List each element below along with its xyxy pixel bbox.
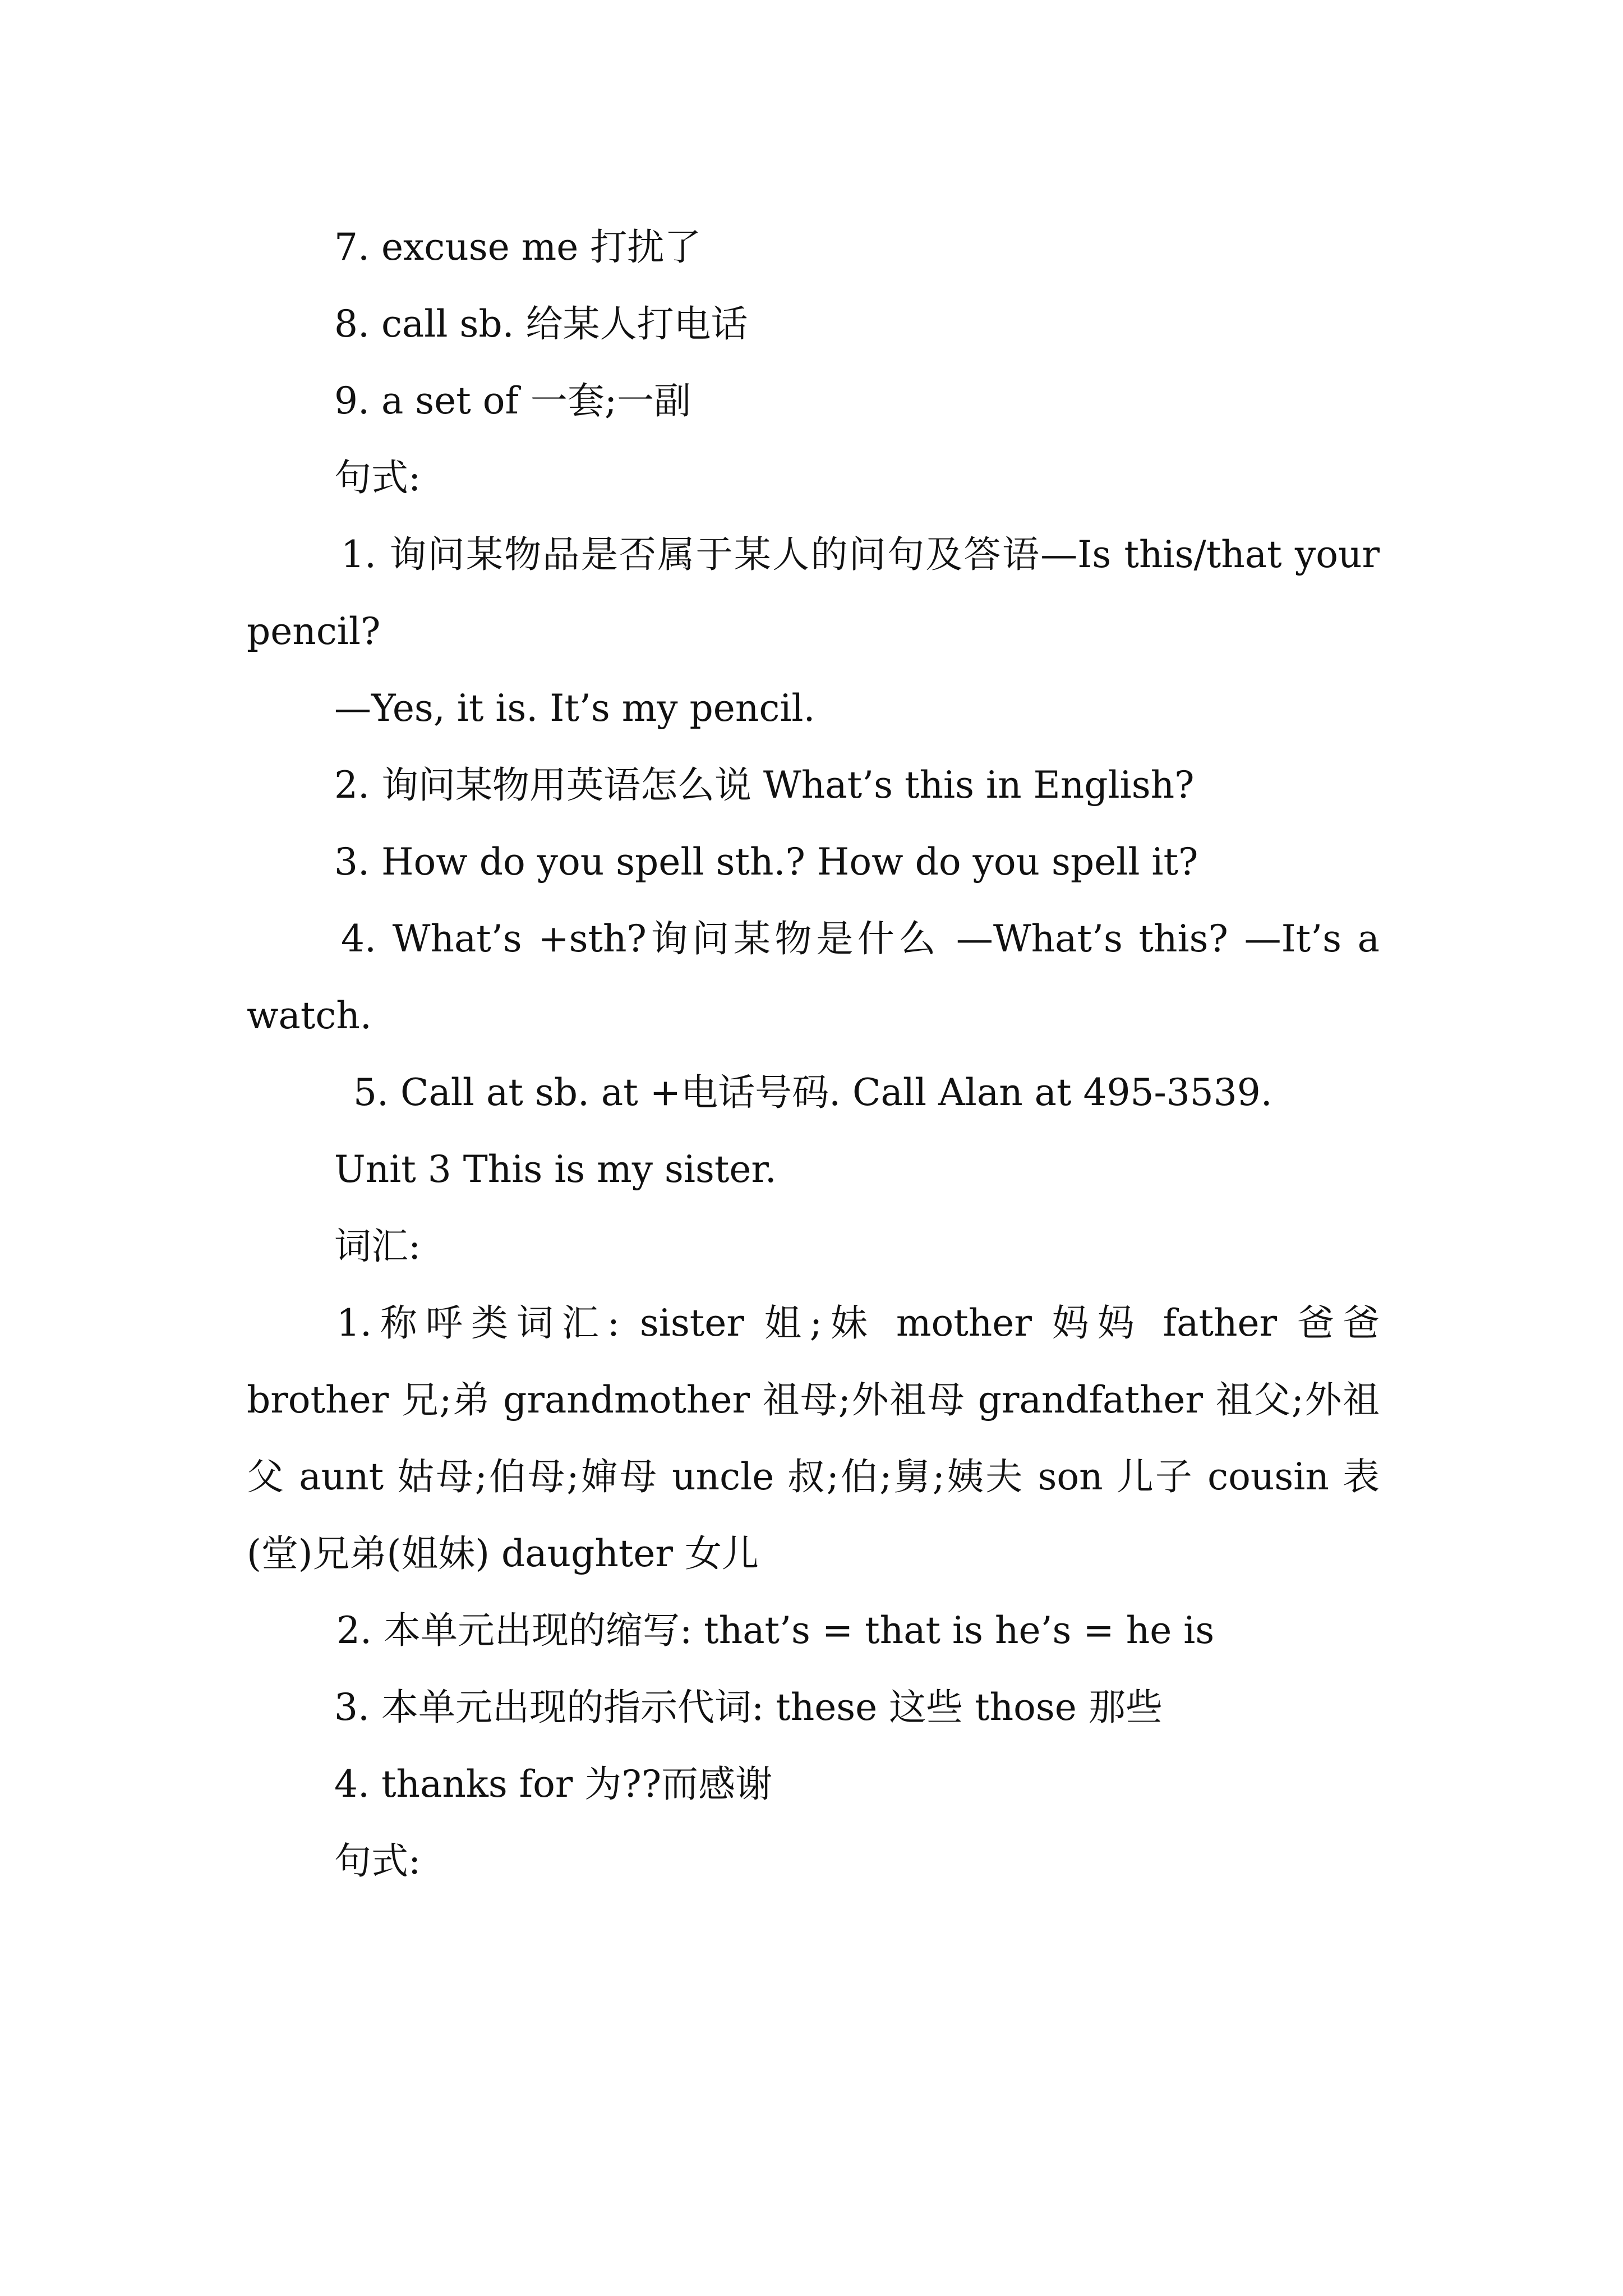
sentence-pattern-1-answer: —Yes, it is. It’s my pencil. <box>334 687 815 730</box>
vocabulary-item-3: 3. 本单元出现的指示代词: these 这些 those 那些 <box>334 1686 1163 1729</box>
phrase-item-7: 7. excuse me 打扰了 <box>334 226 702 269</box>
sentence-pattern-2: 2. 询问某物用英语怎么说 What’s this in English? <box>334 763 1195 807</box>
sentence-pattern-5: 5. Call at sb. at +电话号码. Call Alan at 495-3539. <box>353 1071 1272 1114</box>
sentence-pattern-4: 4. What’s +sth?询问某物是什么 —What’s this? —It’s a watch. <box>247 917 1380 1037</box>
vocabulary-item-4: 4. thanks for 为??而感谢 <box>334 1763 773 1806</box>
vocabulary-heading: 词汇: <box>334 1225 421 1268</box>
vocabulary-item-1: 1.称呼类词汇: sister 姐;妹 mother 妈妈 father 爸爸 brother 兄;弟 grandmother 祖母;外祖母 grandfather 祖父;外祖父 aunt 姑母;伯母;婶母 uncle 叔;伯;舅;姨夫 son 儿子 cousin 表(堂)兄弟(姐妹) daughter 女儿 <box>247 1301 1380 1575</box>
sentence-pattern-1: 1. 询问某物品是否属于某人的问句及答语—Is this/that your pencil? <box>247 533 1380 653</box>
sentence-pattern-3: 3. How do you spell sth.? How do you spell it? <box>334 840 1198 884</box>
phrase-item-8: 8. call sb. 给某人打电话 <box>334 302 748 346</box>
sentence-pattern-heading-2: 句式: <box>334 1839 421 1883</box>
unit-3-title: Unit 3 This is my sister. <box>334 1148 777 1191</box>
vocabulary-item-2: 2. 本单元出现的缩写: that’s = that is he’s = he is <box>336 1609 1215 1652</box>
phrase-item-9: 9. a set of 一套;一副 <box>334 379 691 422</box>
document-body <box>247 209 1380 1899</box>
sentence-pattern-heading: 句式: <box>334 456 421 499</box>
